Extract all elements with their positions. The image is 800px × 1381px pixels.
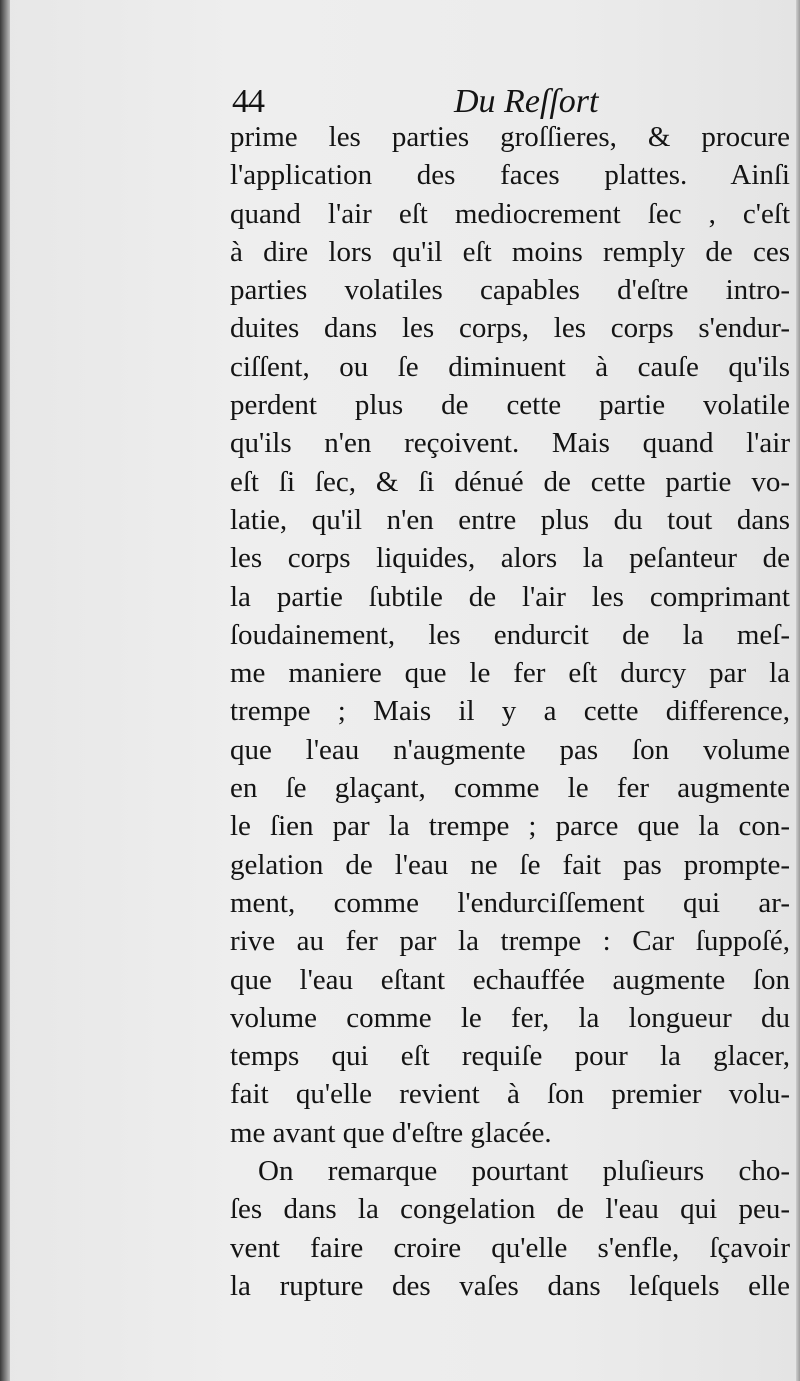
text-line: ment, comme l'endurciſſement qui ar- <box>230 886 790 919</box>
text-line: la partie ſubtile de l'air les comprimant <box>230 580 790 613</box>
text-line: prime les parties groſſieres, & procure <box>230 121 790 153</box>
text-line: rive au fer par la trempe : Car ſuppoſé, <box>230 925 790 958</box>
text-line: me maniere que le fer eſt durcy par la <box>230 657 790 690</box>
text-line: trempe ; Mais il y a cette difference, <box>230 695 790 728</box>
paragraph <box>230 1152 790 1305</box>
text-line: me avant que d'eſtre glacée. <box>230 1116 552 1149</box>
text-line: en ſe glaçant, comme le fer augmente <box>230 772 790 805</box>
text-line: fait qu'elle revient à ſon premier volu- <box>230 1078 790 1111</box>
text-line: temps qui eſt requiſe pour la glacer, <box>230 1040 790 1073</box>
text-line: le ſien par la trempe ; parce que la con- <box>230 810 790 843</box>
text-line: les corps liquides, alors la peſanteur de <box>230 542 790 575</box>
page-number: 44 <box>232 83 264 120</box>
text-line: gelation de l'eau ne ſe fait pas prompte- <box>230 848 790 881</box>
text-line: ſes dans la congelation de l'eau qui peu- <box>230 1193 790 1226</box>
text-line: que l'eau n'augmente pas ſon volume <box>230 733 790 766</box>
text-line: volume comme le fer, la longueur du <box>230 1001 790 1034</box>
text-line: l'application des faces plattes. Ainſi <box>230 159 790 192</box>
text-line: à dire lors qu'il eſt moins remply de ces <box>230 235 790 268</box>
text-line: qu'ils n'en reçoivent. Mais quand l'air <box>230 427 790 460</box>
text-line: parties volatiles capables d'eſtre intro- <box>230 274 790 307</box>
text-line: latie, qu'il n'en entre plus du tout dans <box>230 503 790 536</box>
text-line: eſt ſi ſec, & ſi dénué de cette partie vo- <box>230 465 790 498</box>
text-line: quand l'air eſt mediocrement ſec , c'eſt <box>230 197 790 230</box>
text-line: vent faire croire qu'elle s'enfle, ſçavoir <box>230 1231 790 1264</box>
running-title: Du Reſſort <box>454 83 599 120</box>
text-line: ſoudainement, les endurcit de la meſ- <box>230 618 790 651</box>
body-text <box>230 118 790 1305</box>
text-line: la rupture des vaſes dans leſquels elle <box>230 1269 790 1302</box>
text-line: On remarque pourtant pluſieurs cho- <box>258 1155 790 1188</box>
paragraph <box>230 118 790 1152</box>
text-line: ciſſent, ou ſe diminuent à cauſe qu'ils <box>230 350 790 383</box>
text-line: duites dans les corps, les corps s'endur- <box>230 312 790 345</box>
text-line: perdent plus de cette partie volatile <box>230 389 790 422</box>
book-spine-shadow <box>0 0 10 1381</box>
page-edge <box>796 0 800 1381</box>
text-line: que l'eau eſtant echauffée augmente ſon <box>230 963 790 996</box>
